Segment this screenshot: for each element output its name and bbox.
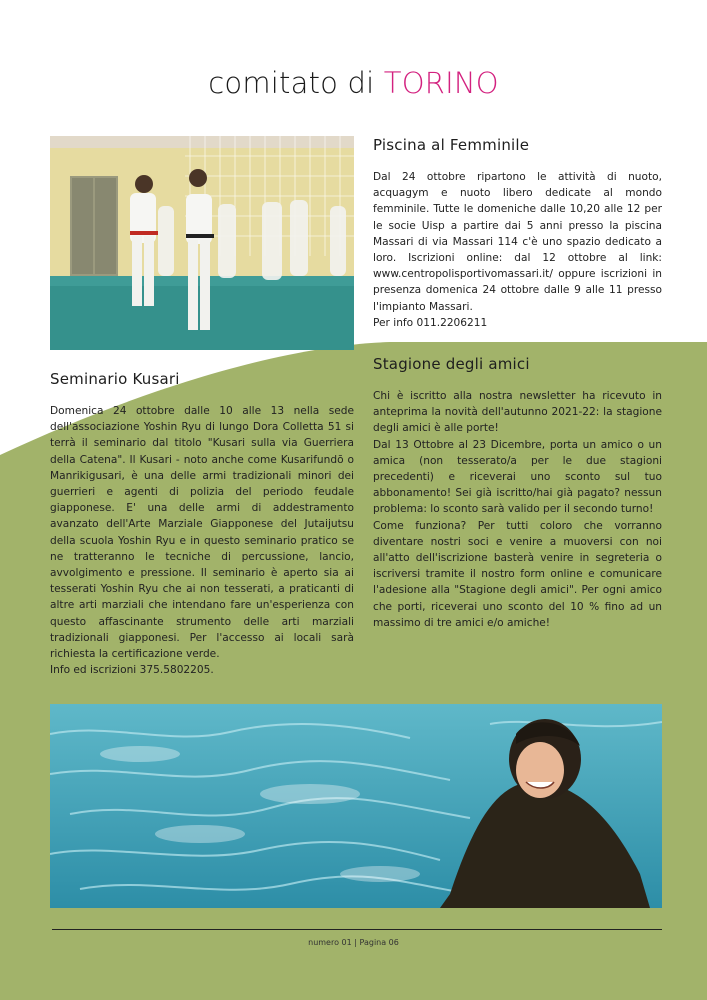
title-accent: TORINO — [383, 66, 499, 100]
karate-photo — [50, 136, 354, 350]
stagione-heading: Stagione degli amici — [373, 355, 530, 373]
piscina-text — [373, 169, 662, 331]
title-prefix: comitato di — [208, 66, 375, 100]
seminario-text — [50, 403, 354, 678]
piscina-paragraph: Dal 24 ottobre ripartono le attività di nuoto, acquagym e nuoto libero dedicate al mondo femminile. Tutte le domeniche dalle 10,20 alle 12 per le socie Uisp a partire dai 5 anni presso la piscina Massari di via Massari 114 c'è uno spazio dedicato a loro. Iscrizioni online: dal 12 ottobre al link: www.centropolisportivomassari.it/ oppure iscrizioni in presenza domenica 24 ottobre dalle 9 alle 11 presso l'impianto Massari. — [373, 171, 662, 313]
stagione-paragraph: Dal 13 Ottobre al 23 Dicembre, porta un amico o un amica (non tesserato/a per le due stagioni precedenti) e riceverai uno sconto sul tuo abbonamento! Sei già iscritto/hai già pagato? nessun problema: lo sconto sarà valido per il secondo turno! — [373, 438, 662, 516]
piscina-heading: Piscina al Femminile — [373, 136, 530, 154]
stagione-text — [373, 388, 662, 631]
piscina-paragraph-info: Per info 011.2206211 — [373, 316, 488, 329]
seminario-heading: Seminario Kusari — [50, 370, 180, 388]
stagione-paragraph: Chi è iscritto alla nostra newsletter ha ricevuto in anteprima la novità dell'autunno 2021-22: la stagione degli amici è alle porte! — [373, 390, 662, 435]
footer-divider — [52, 929, 662, 930]
swimming-photo — [50, 704, 662, 908]
stagione-paragraph: Come funziona? Per tutti coloro che vorranno diventare nostri soci e venire a muoversi con noi all'atto dell'iscrizione basterà venire in segreteria o iscriversi tramite il nostro form online e comunicare l'adesione alla "Stagione degli amici". Per ogni amico che porti, riceverai uno sconto del 10 % fino ad un massimo di tre amici e/o amiche! — [373, 519, 662, 629]
seminario-paragraph: Domenica 24 ottobre dalle 10 alle 13 nella sede dell'associazione Yoshin Ryu di lungo Dora Colletta 51 si terrà il seminario dal titolo "Kusari sulla via Guerriera della Catena". Il Kusari - noto anche come Kusarifundō o Manrikigusari, è una delle armi tradizionali minori dei guerrieri e agenti di polizia del periodo feudale giapponese. E' una delle armi di addestramento avanzato dell'Arte Marziale Giapponese del Jutaijutsu della scuola Yoshin Ryu e in questo seminario pratico se ne tratteranno le tecniche di percussione, lancio, avvolgimento e pressione. Il seminario è aperto sia ai tesserati Yoshin Ryu che ai non tesserati, a praticanti di altre arti marziali che intendano fare un'esperienza con questo affascinante strumento delle arti marziali tradizionali giapponesi. Per l'accesso ai locali sarà richiesta la certificazione verde. — [50, 405, 354, 661]
seminario-paragraph-info: Info ed iscrizioni 375.5802205. — [50, 664, 214, 677]
page-title — [0, 66, 707, 100]
page-footer: numero 01 | Pagina 06 — [308, 938, 399, 947]
